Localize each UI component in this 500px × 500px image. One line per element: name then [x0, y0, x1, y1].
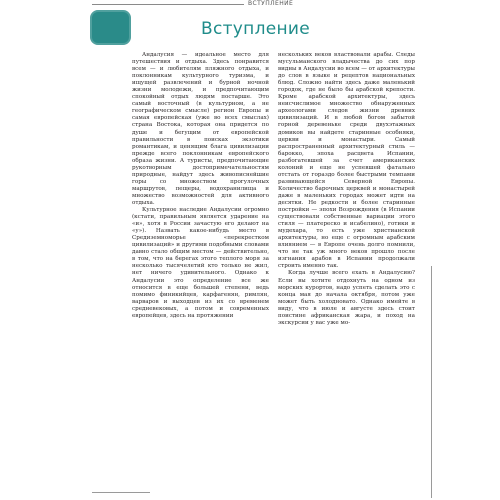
right-text-column: [278, 52, 415, 327]
paragraph: Когда лучше всего ехать в Андалусию? Если вы хотите отдохнуть на одном из морских курортов, надо успеть сделать это с конца мая до начала октября, потом уже может быть холодновато. Однако имейте в виду, что в июле и августе здесь стоит поистине африканская жара, и поход на экскурсии у вас уже мо-: [278, 270, 415, 326]
footer-rule: [92, 492, 150, 493]
paragraph: нескольких веков властвовали арабы. Следы мусульманского владычества до сих пор видны в Андалусии во всем — от архитектуры до слов в языке и рецептов национальных блюд. Сложно найти здесь даже маленький городок, где не было бы арабской крепости. Кроме арабской архитектуры, здесь неисчислимое множество обнаруженных археологами следов жизни древних цивилизаций. И в любой богом забытой горной деревенькe среди двухэтажных домиков вы найдете старинные особняки, церкви и монастыри. Самый распространенный архитектурный стиль — барокко, эпоха расцвета Испании, разбогатевшей за счет американских колоний и еще не успевшей фатально отстать от гораздо более быстрыми темпами развивающейся Северной Европы. Количество барочных церквей и монастырей даже в маленьких городах может идти на десятки. Не редкости и более старинные постройки — эпохи Возрождения (в Испании существовали собственные вариации этого стиля — платереско и исабелино), готики и мудехара, то есть уже христианской архитектуры, но еще с огромным арабским влиянием — в Европе очень долго помнили, что не так уж много веков прошло после изгнания арабов в Испании продолжали строить именно так.: [278, 52, 415, 270]
running-head: ВСТУПЛЕНИЕ: [248, 0, 294, 7]
margin-rule: [431, 266, 432, 498]
chapter-tab-marker: [90, 10, 131, 45]
page-title: Вступление: [201, 19, 311, 39]
header-rule: [92, 4, 244, 5]
paragraph: Культурное наследие Андалусии огромно (кстати, правильным является ударение на «и», хотя в России зачастую его делают на «у»). Назвать какое-нибудь место в Средиземноморье «перекрестком цивилизаций» и другими подобными словами давно стало общим местом — действительно, в том, что на берегах этого теплого моря за несколько тысячелетий кто только не жил, нет ничего удивительного. Однако к Андалусии это определение все же относится в еще большей степени, ведь помимо финикийцев, карфагенян, римлян, варваров и выходцев из их со временем средневековых, а потом и современных европейцев, здесь на протяжении: [132, 207, 269, 319]
left-text-column: [132, 52, 269, 320]
paragraph: Андалусия — идеальное место для путешествия и отдыха. Здесь понравится всем — и любителям пляжного отдыха, и поклонникам культурного туризма, и ищущей развлечений и бурной ночной жизни молодежи, и предпочитающим спокойный отдых людям постарше. Это самый восточный (в культурном, а не географическом смысле) регион Европы и самая европейская (уже во всех смыслах) страна Востока, которая она придется по душе и бегущим от европейской правильности в поисках экзотики романтикам, и ценящим блага цивилизации прежде всего поклонникам европейского образа жизни. А туристы, предпочитающие рукотворным достопримечательностям природные, найдут здесь живописнейшие горы со множеством прогулочных маршрутов, пещеры, водохранилища и множество возможностей для активного отдыха.: [132, 52, 269, 206]
